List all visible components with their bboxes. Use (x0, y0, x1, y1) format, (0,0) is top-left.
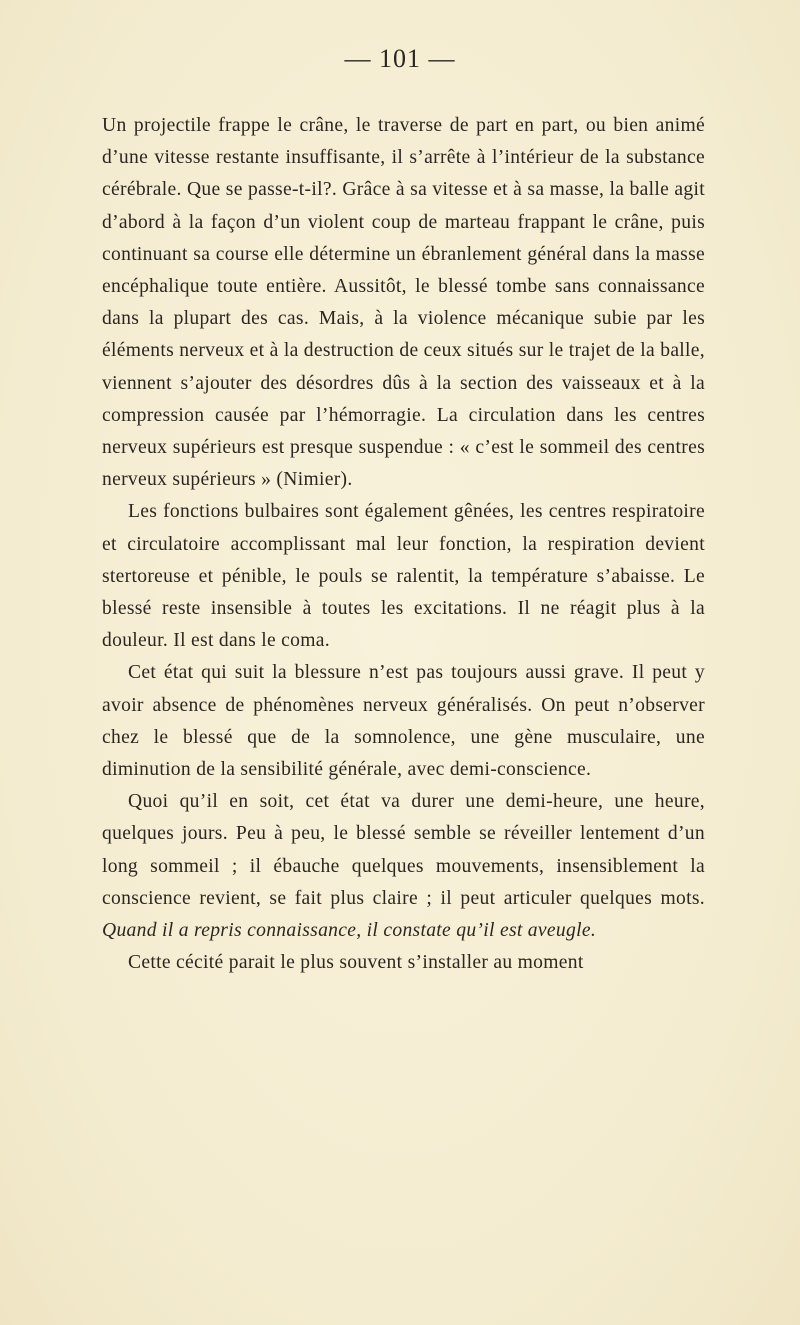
paragraph-4 (102, 786, 705, 947)
paragraph-3: Cet état qui suit la blessure n’est pas toujours aussi grave. Il peut y avoir absence de phénomènes nerveux généralisés. On peut n’observer chez le blessé que de la somnolence, une gène musculaire, une diminution de la sensibilité générale, avec demi-conscience. (102, 662, 705, 781)
paragraph-2: Les fonctions bulbaires sont également gênées, les centres respiratoire et circulatoire accomplissant mal leur fonction, la respiration devient stertoreuse et pénible, le pouls se ralentit, la température s’abaisse. Le blessé reste insensible à toutes les excitations. Il ne réagit plus à la douleur. Il est dans le coma. (102, 501, 705, 652)
page-number: — 101 — (344, 44, 456, 73)
paragraph-4-italic: Quand il a repris connaissance, il constate qu’il est aveugle. (102, 920, 597, 942)
body-text (102, 110, 705, 979)
paragraph-4-text: Quoi qu’il en soit, cet état va durer une demi-heure, une heure, quelques jours. Peu à peu, le blessé semble se réveiller lentement d’un long sommeil ; il ébauche quelques mouvements, insensiblement la conscience revient, se fait plus claire ; il peut articuler quelques mots. (102, 791, 705, 909)
paragraph-5: Cette cécité parait le plus souvent s’installer au moment (128, 952, 584, 974)
paragraph-1: Un projectile frappe le crâne, le traverse de part en part, ou bien animé d’une vitesse restante insuffisante, il s’arrête à l’intérieur de la substance cérébrale. Que se passe-t-il?. Grâce à sa vitesse et à sa masse, la balle agit d’abord à la façon d’un violent coup de marteau frappant le crâne, puis continuant sa course elle détermine un ébranlement général dans la masse encéphalique toute entière. Aussitôt, le blessé tombe sans connaissance dans la plupart des cas. Mais, à la violence mécanique subie par les éléments nerveux et à la destruction de ceux situés sur le trajet de la balle, viennent s’ajouter des désordres dûs à la section des vaisseaux et à la compression causée par l’hémorragie. La circulation dans les centres nerveux supérieurs est presque suspendue : « c’est le sommeil des centres nerveux supérieurs » (Nimier). (102, 115, 705, 491)
